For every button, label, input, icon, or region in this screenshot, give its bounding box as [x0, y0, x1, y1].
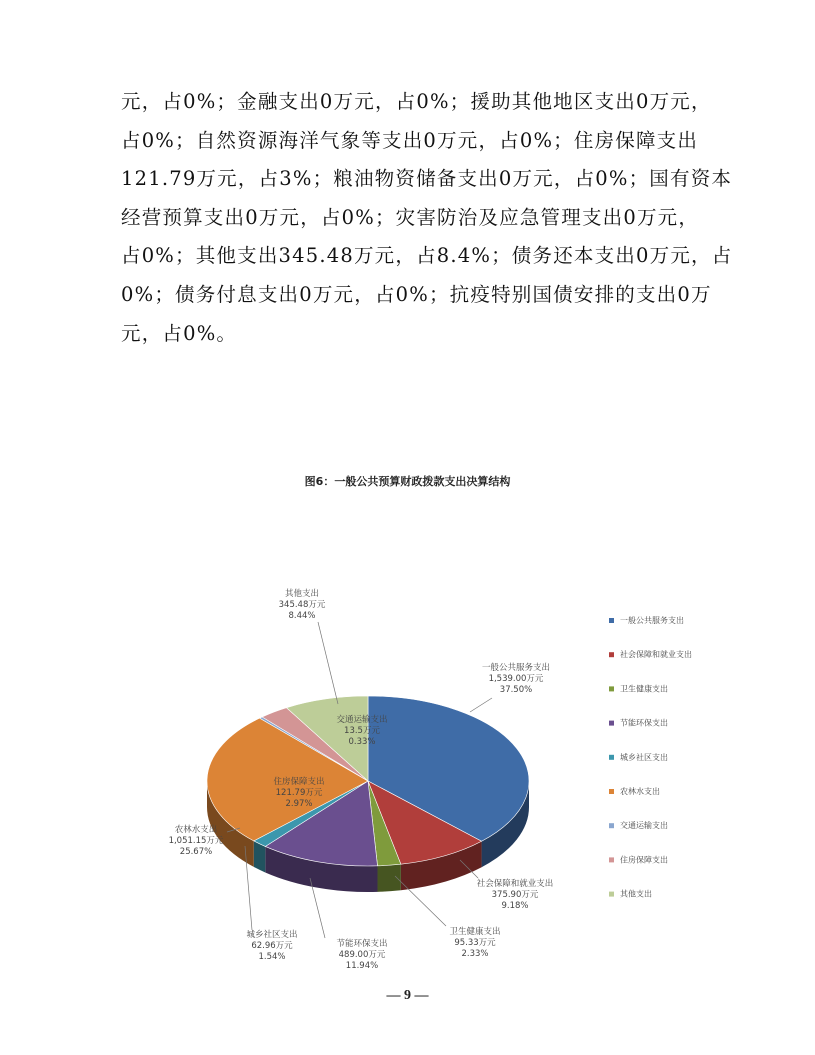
body-line: 0%；债务付息支出0万元，占0%；抗疫特别国债安排的支出0万	[121, 282, 712, 306]
legend-swatch	[609, 789, 614, 794]
legend-swatch	[609, 823, 614, 828]
data-label: 1,539.00万元	[488, 674, 544, 684]
data-label: 卫生健康支出	[449, 927, 501, 937]
data-label: 城乡社区支出	[246, 930, 298, 940]
data-label: 1,051.15万元	[168, 836, 224, 846]
body-line: 占0%；自然资源海洋气象等支出0万元，占0%；住房保障支出	[121, 128, 699, 152]
legend-item: 交通运输支出	[620, 821, 668, 831]
data-label: 95.33万元	[454, 938, 496, 948]
legend-swatch	[609, 857, 614, 862]
data-label: 11.94%	[345, 961, 379, 971]
data-label: 2.33%	[461, 949, 489, 959]
legend-swatch	[609, 618, 614, 623]
page-number: — 9 —	[386, 988, 429, 1003]
legend-item: 社会保障和就业支出	[620, 650, 692, 660]
leader-line	[470, 698, 492, 712]
data-label: 1.54%	[258, 952, 286, 962]
data-label: 375.90万元	[491, 890, 539, 900]
legend-swatch	[609, 892, 614, 897]
body-line: 占0%；其他支出345.48万元，占8.4%；债务还本支出0万元，占	[121, 244, 733, 268]
legend-swatch	[609, 755, 614, 760]
legend-swatch	[609, 652, 614, 657]
data-label: 农林水支出	[174, 825, 218, 835]
legend-item: 农林水支出	[620, 787, 660, 796]
data-label: 13.5万元	[344, 726, 380, 736]
legend-swatch	[609, 686, 614, 691]
legend-item: 住房保障支出	[620, 855, 668, 865]
data-label: 37.50%	[499, 685, 533, 695]
body-line: 元，占0%；金融支出0万元，占0%；援助其他地区支出0万元，	[121, 90, 712, 113]
data-label: 社会保障和就业支出	[476, 879, 554, 889]
data-label: 0.33%	[348, 737, 376, 747]
data-label: 住房保障支出	[273, 777, 325, 787]
data-label: 9.18%	[501, 901, 529, 911]
leader-line	[318, 622, 338, 704]
data-label: 交通运输支出	[336, 715, 388, 725]
data-label: 8.44%	[288, 611, 316, 621]
body-line: 元，占0%。	[121, 321, 238, 345]
data-label: 25.67%	[179, 847, 213, 857]
legend-item: 城乡社区支出	[620, 752, 668, 762]
data-label: 345.48万元	[278, 600, 326, 610]
body-line: 经营预算支出0万元，占0%；灾害防治及应急管理支出0万元，	[121, 205, 700, 229]
legend-swatch	[609, 721, 614, 726]
pie-chart	[0, 560, 815, 980]
legend-item: 卫生健康支出	[620, 684, 668, 694]
body-line: 121.79万元，占3%；粮油物资储备支出0万元，占0%；国有资本	[121, 167, 733, 191]
data-label: 489.00万元	[338, 950, 386, 960]
body-paragraph	[121, 83, 733, 353]
data-label: 节能环保支出	[336, 939, 388, 949]
data-label: 62.96万元	[251, 941, 293, 951]
legend-item: 一般公共服务支出	[620, 616, 684, 625]
data-label: 2.97%	[285, 799, 313, 809]
chart-title: 图6：一般公共预算财政拨款支出决算结构	[304, 475, 511, 488]
data-label: 其他支出	[284, 589, 320, 599]
legend-item: 节能环保支出	[620, 718, 668, 728]
data-label: 121.79万元	[275, 788, 323, 798]
legend-item: 其他支出	[620, 889, 652, 899]
data-label: 一般公共服务支出	[481, 663, 551, 673]
